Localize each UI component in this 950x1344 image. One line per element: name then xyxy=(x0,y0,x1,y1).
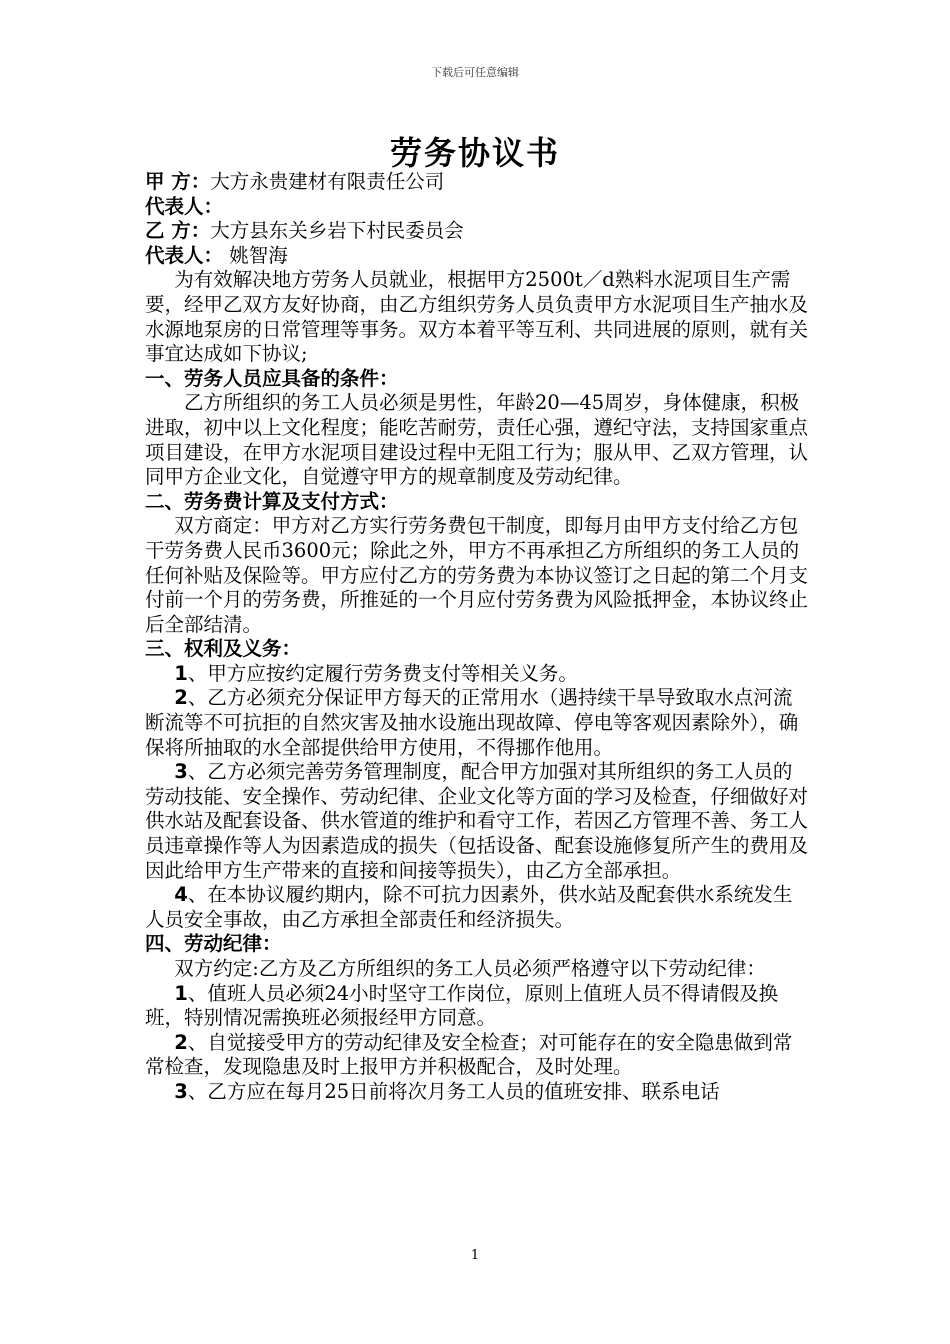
item-number: 2 xyxy=(174,686,188,710)
item-number: 4 xyxy=(174,883,188,907)
item-text: 、值班人员必须24小时坚守工作岗位，原则上值班人员不得请假及换班，特别情况需换班必须报经甲方同意。 xyxy=(145,981,779,1030)
section-4-text: 双方约定:乙方及乙方所组织的务工人员必须严格遵守以下劳动纪律： xyxy=(174,957,766,980)
section-4-item-2 xyxy=(145,1031,810,1080)
item-text: 、乙方必须完善劳务管理制度，配合甲方加强对其所组织的务工人员的劳动技能、安全操作、劳动纪律、企业文化等方面的学习及检查，仔细做好对供水站及配套设备、供水管道的维护和看守工作，若因乙方管理不善、务工人员违章操作等人为因素造成的损失（包括设备、配套设施修复所产生的费用及因此给甲方生产带来的直接和间接等损失），由乙方全部承担。 xyxy=(145,760,809,882)
document-body xyxy=(145,170,810,1105)
item-text: 、甲方应按约定履行劳务费支付等相关义务。 xyxy=(187,661,578,685)
item-number: 2 xyxy=(174,1030,188,1054)
rep-a-label: 代表人： xyxy=(145,194,224,218)
item-text: 、自觉接受甲方的劳动纪律及安全检查；对可能存在的安全隐患做到常常检查，发现隐患及时上报甲方并积极配合，及时处理。 xyxy=(145,1030,793,1079)
section-2-heading: 二、劳务费计算及支付方式： xyxy=(145,489,399,513)
rep-b-line xyxy=(145,244,810,269)
section-1-heading: 一、劳务人员应具备的条件： xyxy=(145,366,399,390)
section-3-item-4 xyxy=(145,883,810,932)
page-header: 下载后可任意编辑 xyxy=(431,66,519,79)
section-3-item-1 xyxy=(145,662,810,687)
party-a-line xyxy=(145,170,810,195)
item-number: 1 xyxy=(174,981,188,1005)
item-number: 1 xyxy=(174,661,188,685)
party-b-line xyxy=(145,219,810,244)
party-a-value: 大方永贵建材有限责任公司 xyxy=(210,170,445,193)
section-3-heading: 三、权利及义务： xyxy=(145,637,302,661)
section-3-item-3 xyxy=(145,760,810,883)
document-title: 劳务协议书 xyxy=(389,134,560,172)
item-text: 、乙方应在每月25日前将次月务工人员的值班安排、联系电话 xyxy=(187,1079,720,1103)
rep-b-value: 姚智海 xyxy=(223,243,288,267)
item-number: 3 xyxy=(174,1079,188,1103)
section-4-item-1 xyxy=(145,982,810,1031)
party-b-value: 大方县东关乡岩下村民委员会 xyxy=(210,219,464,243)
intro-paragraph: 为有效解决地方劳务人员就业，根据甲方2500t／d熟料水泥项目生产需要，经甲乙双方友好协商，由乙方组织劳务人员负责甲方水泥项目生产抽水及水源地泵房的日常管理等事务。双方本着平等互利、共同进展的原则，就有关事宜达成如下协议; xyxy=(145,268,809,366)
section-1-text: 乙方所组织的务工人员必须是男性，年龄20—45周岁，身体健康，积极进取，初中以上文化程度；能吃苦耐劳，责任心强，遵纪守法，支持国家重点项目建设，在甲方水泥项目建设过程中无阻工行为；服从甲、乙双方管理，认同甲方企业文化，自觉遵守甲方的规章制度及劳动纪律。 xyxy=(145,391,809,489)
section-4-item-3 xyxy=(145,1080,810,1105)
rep-a-line xyxy=(145,195,810,220)
rep-b-label: 代表人： xyxy=(145,243,224,267)
party-a-label: 甲 方： xyxy=(145,170,211,193)
item-text: 、在本协议履约期内，除不可抗力因素外，供水站及配套供水系统发生人员安全事故，由乙方承担全部责任和经济损失。 xyxy=(145,883,793,931)
item-text: 、乙方必须充分保证甲方每天的正常用水（遇持续干旱导致取水点河流断流等不可抗拒的自然灾害及抽水设施出现故障、停电等客观因素除外），确保将所抽取的水全部提供给甲方使用，不得挪作他用。 xyxy=(145,686,799,759)
party-b-label: 乙 方： xyxy=(145,219,211,243)
section-4-heading: 四、劳动纪律： xyxy=(145,932,282,956)
section-3-item-2 xyxy=(145,686,810,760)
section-2-text: 双方商定：甲方对乙方实行劳务费包干制度，即每月由甲方支付给乙方包干劳务费人民币3600元；除此之外，甲方不再承担乙方所组织的务工人员的任何补贴及保险等。甲方应付乙方的劳务费为本协议签订之日起的第二个月支付前一个月的劳务费，所推延的一个月应付劳务费为风险抵押金，本协议终止后全部结清。 xyxy=(145,514,809,636)
page-number: 1 xyxy=(470,1248,480,1263)
item-number: 3 xyxy=(174,760,188,784)
